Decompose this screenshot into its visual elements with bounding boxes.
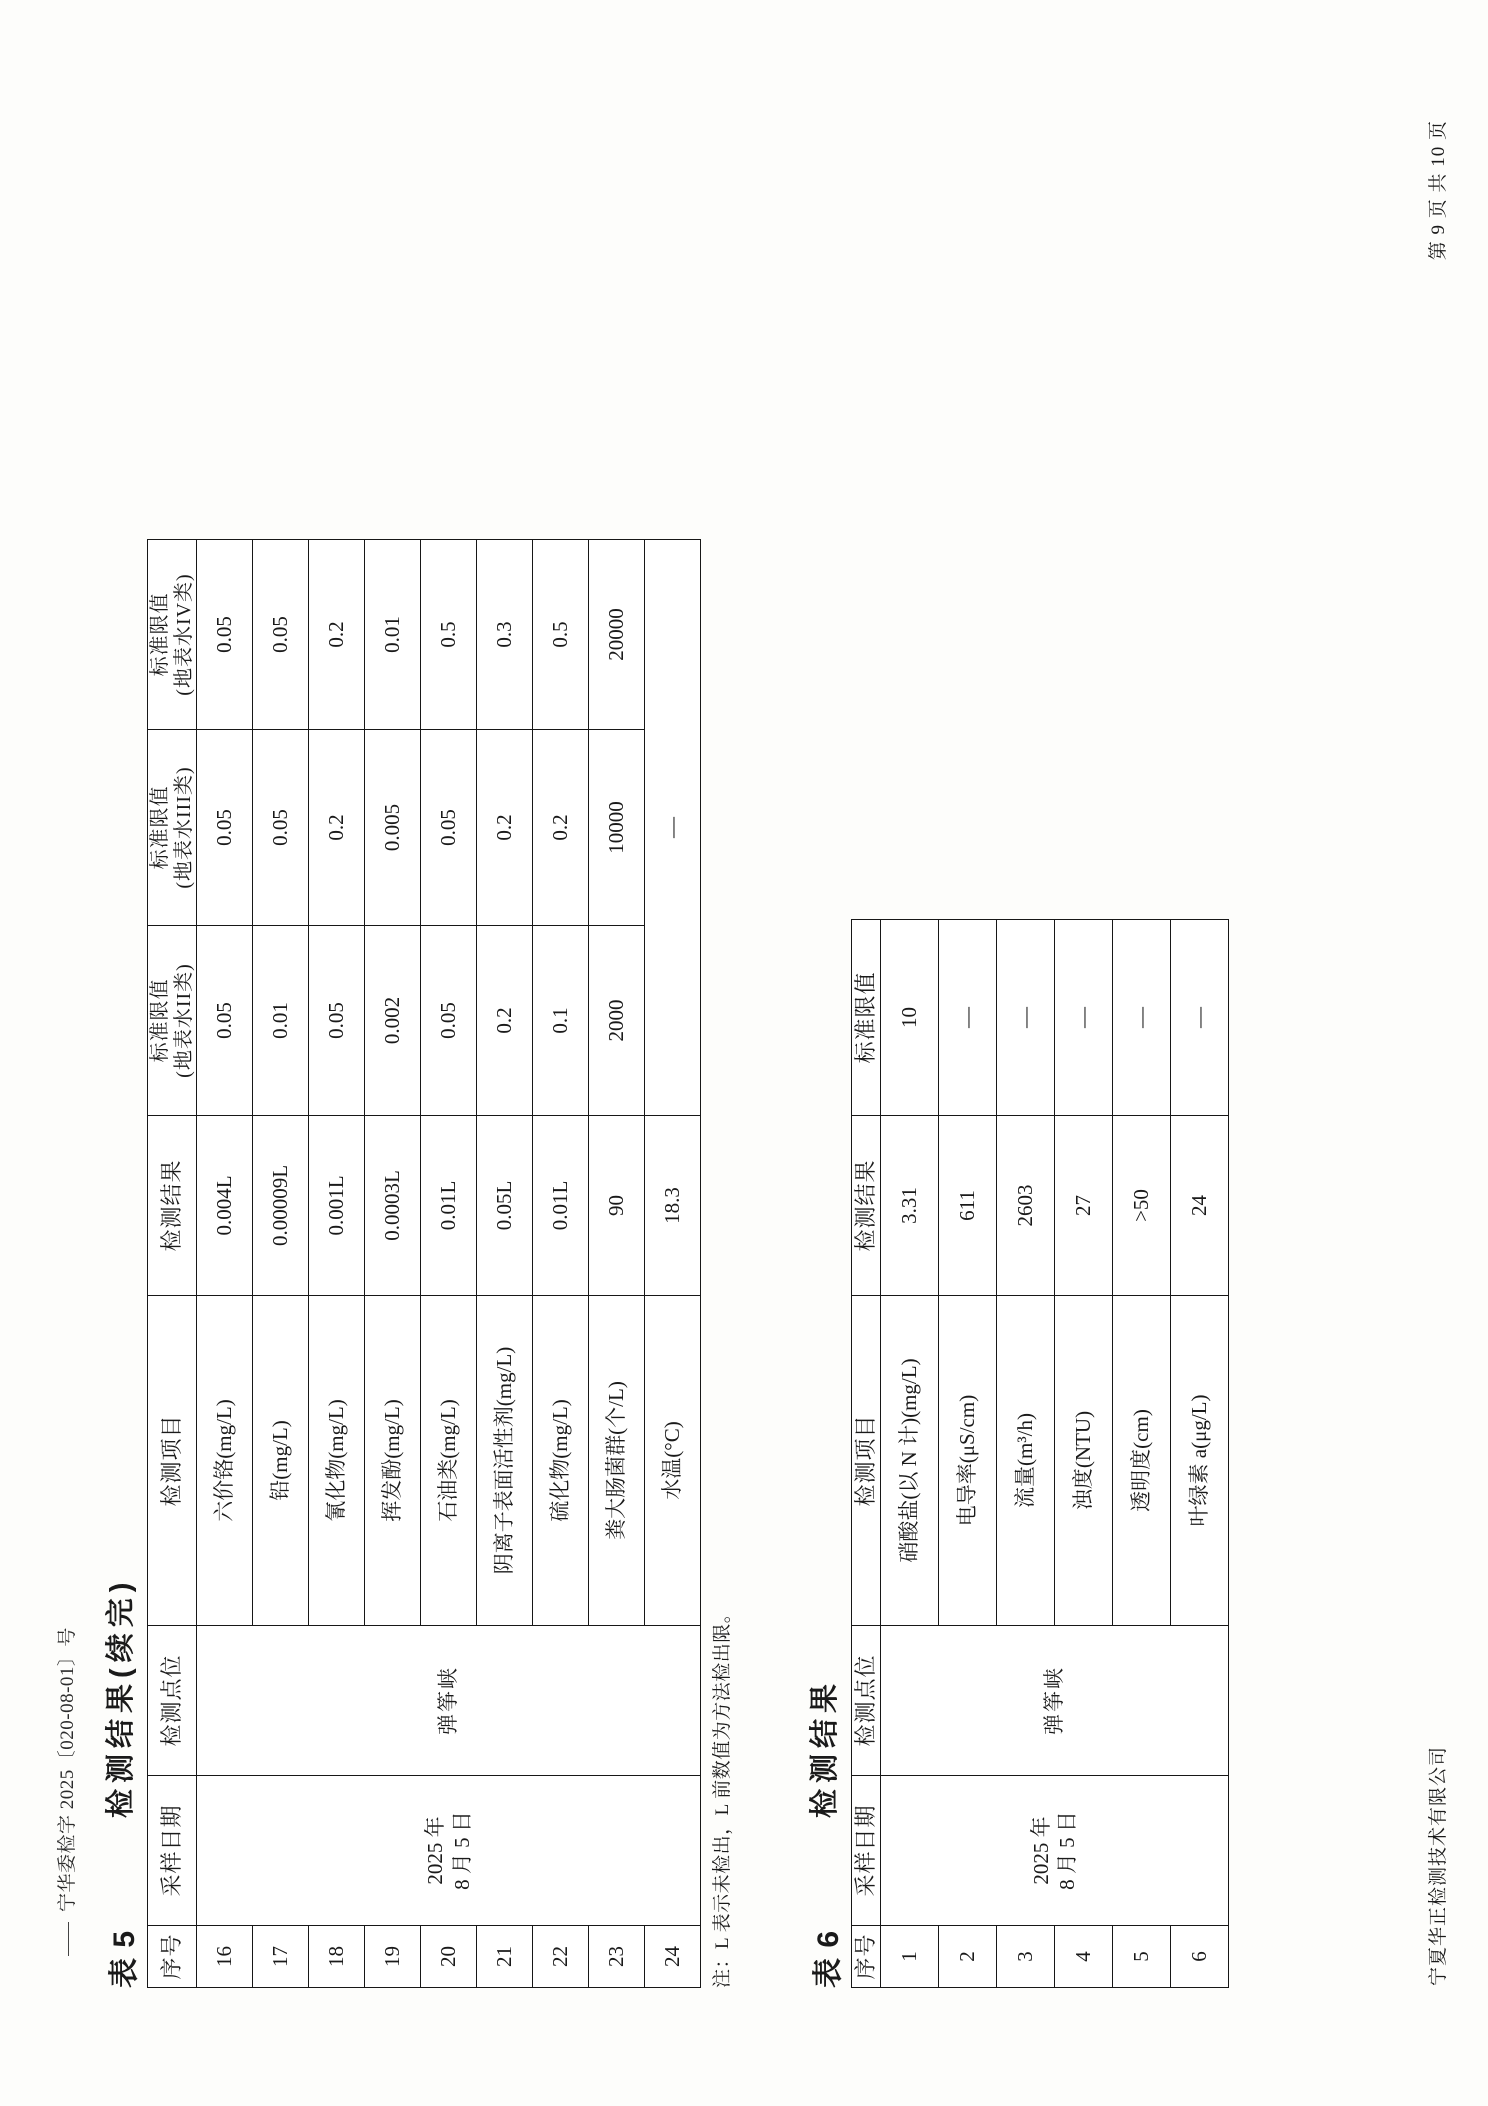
cell-limit-class4: 0.2 [309,540,365,730]
cell-sampling-point: 弹筝峡 [880,1626,1228,1776]
sampling-date-line2: 8 月 5 日 [449,1811,474,1890]
cell-item: 氰化物(mg/L) [309,1296,365,1626]
table6-header-row [852,920,881,1988]
cell-limit-class2: 0.2 [477,926,533,1116]
sampling-date-line1: 2025 年 [423,1816,448,1885]
cell-limit-class3: 0.2 [477,730,533,926]
th-limit-class3-line2: (地表水III类) [173,766,195,889]
cell-limit-class2: 0.05 [421,926,477,1116]
cell-limit: — [1112,920,1170,1116]
cell-result: 0.004L [197,1116,253,1296]
table6 [851,919,1229,1988]
cell-limit-class4: 0.05 [253,540,309,730]
cell-result: 0.01L [421,1116,477,1296]
table5-note: 注：L 表示未检出，L 前数值为方法检出限。 [712,1603,733,1988]
cell-item: 硫化物(mg/L) [533,1296,589,1626]
cell-limit-class2: 0.01 [253,926,309,1116]
cell-limit-class3: 0.2 [309,730,365,926]
cell-limit-class3: 0.2 [533,730,589,926]
cell-item: 阴离子表面活性剂(mg/L) [477,1296,533,1626]
th-limit-class2-line1: 标准限值 [149,978,171,1063]
cell-result: 27 [1054,1116,1112,1296]
cell-item: 粪大肠菌群(个/L) [589,1296,645,1626]
cell-result: 0.001L [309,1116,365,1296]
cell-item: 挥发酚(mg/L) [365,1296,421,1626]
cell-limit-class3: 0.05 [421,730,477,926]
cell-sampling-point: 弹筝峡 [197,1626,701,1776]
cell-item: 硝酸盐(以 N 计)(mg/L) [880,1296,938,1626]
sampling-date-line2: 8 月 5 日 [1055,1811,1079,1890]
document-header [52,1627,79,1956]
cell-item: 石油类(mg/L) [421,1296,477,1626]
table6-title: 检测结果 [809,1677,841,1818]
cell-no: 6 [1170,1926,1228,1988]
cell-no: 1 [880,1926,938,1988]
cell-limit-class3: 0.05 [197,730,253,926]
th-sampling-point: 检测点位 [148,1626,197,1776]
cell-result: >50 [1112,1116,1170,1296]
th-result: 检测结果 [148,1116,197,1296]
cell-limit-class2: 0.002 [365,926,421,1116]
cell-limit-class2: 0.05 [197,926,253,1116]
cell-result: 18.3 [645,1116,701,1296]
th-limit: 标准限值 [852,920,881,1116]
cell-limit: — [938,920,996,1116]
cell-no: 17 [253,1926,309,1988]
cell-no: 5 [1112,1926,1170,1988]
cell-limit-class4: 0.05 [197,540,253,730]
th-item: 检测项目 [852,1296,881,1626]
table-row [197,540,253,1988]
th-sampling-point: 检测点位 [852,1626,881,1776]
cell-limit-class4: 0.5 [533,540,589,730]
cell-limit: — [1054,920,1112,1116]
cell-no: 16 [197,1926,253,1988]
cell-no: 21 [477,1926,533,1988]
table5-heading [96,539,147,1988]
cell-result: 90 [589,1116,645,1296]
cell-no: 20 [421,1926,477,1988]
cell-result: 0.01L [533,1116,589,1296]
table6-label: 表 6 [812,1929,845,1988]
cell-no: 22 [533,1926,589,1988]
cell-result: 611 [938,1116,996,1296]
table6-section [800,919,1229,1988]
cell-item: 流量(m³/h) [996,1296,1054,1626]
cell-result: 0.0003L [365,1116,421,1296]
th-no: 序号 [852,1926,881,1988]
cell-limit-class2: 0.1 [533,926,589,1116]
th-limit-class4 [148,540,197,730]
cell-limit: — [1170,920,1228,1116]
cell-item: 浊度(NTU) [1054,1296,1112,1626]
th-limit-class4-line2: (地表水IV类) [173,573,195,696]
th-limit-class3-line1: 标准限值 [149,785,171,870]
cell-limit: 10 [880,920,938,1116]
cell-limit-class3: 10000 [589,730,645,926]
cell-item: 六价铬(mg/L) [197,1296,253,1626]
table6-heading [800,919,851,1988]
cell-result: 0.00009L [253,1116,309,1296]
cell-item: 电导率(μS/cm) [938,1296,996,1626]
cell-result: 2603 [996,1116,1054,1296]
th-limit-class2-line2: (地表水II类) [173,963,195,1078]
th-limit-class3 [148,730,197,926]
cell-limit-class2: 0.05 [309,926,365,1116]
th-limit-class4-line1: 标准限值 [149,592,171,677]
cell-limit-class3: 0.05 [253,730,309,926]
cell-result: 24 [1170,1116,1228,1296]
cell-limit-class4: 0.3 [477,540,533,730]
cell-item: 叶绿素 a(μg/L) [1170,1296,1228,1626]
th-item: 检测项目 [148,1296,197,1626]
cell-limit-class4: 0.01 [365,540,421,730]
cell-result: 0.05L [477,1116,533,1296]
report-number: 宁华委检字 2025〔020-08-01〕号 [57,1627,78,1912]
cell-no: 4 [1054,1926,1112,1988]
th-limit-class2 [148,926,197,1116]
cell-sampling-date [880,1776,1228,1926]
th-sampling-date: 采样日期 [148,1776,197,1926]
cell-item: 透明度(cm) [1112,1296,1170,1626]
table5-header-row [148,540,197,1988]
cell-no: 2 [938,1926,996,1988]
cell-limit-merged: — [645,540,701,1116]
cell-no: 19 [365,1926,421,1988]
cell-limit-class3: 0.005 [365,730,421,926]
footer-page-number: 第 9 页 共 10 页 [1428,120,1449,261]
cell-limit: — [996,920,1054,1116]
table5 [147,539,701,1988]
cell-sampling-date [197,1776,701,1926]
footer-company: 宁夏华正检测技术有限公司 [1428,1745,1449,1986]
cell-no: 3 [996,1926,1054,1988]
cell-item: 水温(°C) [645,1296,701,1626]
cell-result: 3.31 [880,1116,938,1296]
table5-label: 表 5 [108,1929,141,1988]
cell-item: 铅(mg/L) [253,1296,309,1626]
cell-limit-class4: 20000 [589,540,645,730]
header-rule [68,1922,69,1956]
cell-no: 18 [309,1926,365,1988]
table5-title: 检测结果(续完) [105,1576,137,1818]
table-row [880,920,938,1988]
cell-limit-class4: 0.5 [421,540,477,730]
cell-no: 23 [589,1926,645,1988]
cell-limit-class2: 2000 [589,926,645,1116]
th-no: 序号 [148,1926,197,1988]
table5-section [96,539,734,1988]
sampling-date-line1: 2025 年 [1028,1816,1053,1885]
th-sampling-date: 采样日期 [852,1776,881,1926]
th-result: 检测结果 [852,1116,881,1296]
cell-no: 24 [645,1926,701,1988]
